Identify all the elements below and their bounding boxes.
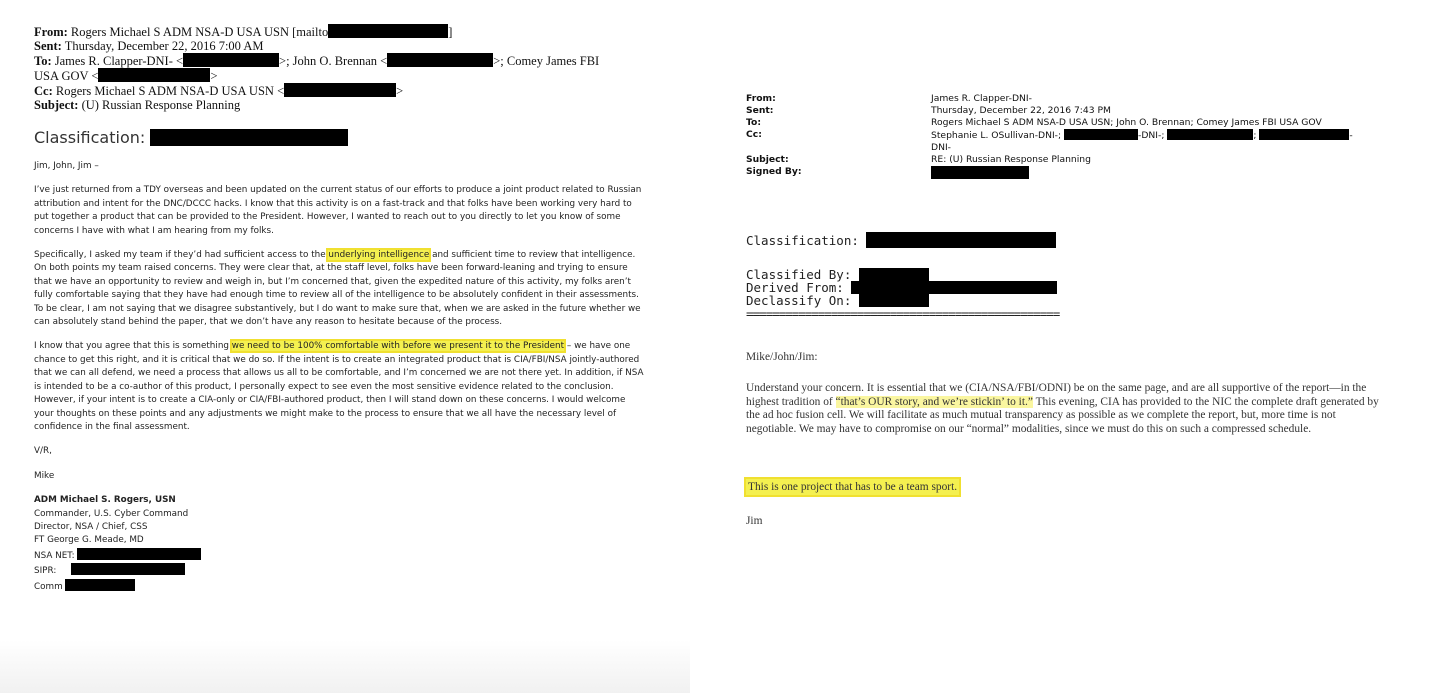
derived-from-line: Derived From: [746,281,1059,294]
left-email-header [34,24,674,112]
page-fade [0,640,690,693]
redaction-block [284,83,396,97]
redaction-block [150,129,348,146]
redaction-block [387,53,493,67]
left-email [0,0,690,693]
declassify-on-line: Declassify On: [746,294,1059,307]
greeting: Jim, John, Jim – [34,161,99,171]
closing: V/R, [34,446,52,457]
redaction-block [77,548,201,560]
redaction-block [183,53,279,67]
from-line: From: Rogers Michael S ADM NSA-D USA USN [mailto ] [34,25,453,39]
signature-sipr: SIPR: [34,563,644,578]
highlight: “that’s OUR story, and we’re stickin’ to it.” [835,395,1033,408]
redaction-block [1259,129,1349,140]
classification-block [746,268,1059,320]
cc-value: Stephanie L. OSullivan-DNI-; -DNI-; ; - DNI- [931,130,1353,153]
signature-name: ADM Michael S. Rogers, USN [34,495,176,506]
cc-line: Cc: Rogers Michael S ADM NSA-D USA USN < > [34,84,404,98]
highlight: underlying intelligence [328,250,430,261]
classification-line: Classification: [746,232,1056,248]
redaction-block [65,579,135,591]
signature-title: Commander, U.S. Cyber Command [34,508,189,519]
signature-comm: Comm [34,579,644,594]
right-email-header: From: James R. Clapper-DNI- Sent: Thursday, December 22, 2016 7:43 PM To: Rogers Michael S ADM NSA-D USA USN; John O. Brennan; Comey James FBI USA GOV Cc: Stephanie L. OSullivan-DNI-; -DNI-; ; - DNI- Subject: RE: (U) Russian Response Planning Signed By: [746,93,1391,181]
redaction-block [328,24,448,38]
signoff: Jim [746,515,763,527]
signature-title: Director, NSA / Chief, CSS [34,521,148,532]
signature-location: FT George G. Meade, MD [34,535,144,546]
classification-line: Classification: [34,128,348,147]
highlight: This is one project that has to be a team sport. [748,481,958,493]
subject-line: Subject: (U) Russian Response Planning [34,98,241,112]
redaction-block [1167,129,1253,140]
signature-block [34,494,644,594]
signoff-name: Mike [34,470,55,481]
right-email [720,0,1456,693]
redaction-block [98,68,210,82]
paragraph-3: I know that you agree that this is something we need to be 100% comfortable with before we present it to the President – we have one chance to get this right, and it is critical that we do so. If the intent is to create an integrated product that is CIA/FBI/NSA jointly-authored that we can all defend, we need a process that allows us all to be comfortable, and I’m concerned we are not there yet. In addition, if NSA is intended to be a co-author of this product, I personally expect to see even the most sensitive evidence related to the conclusion. However, if your intent is to create a CIA-only or CIA/FBI-authored product, then I will stand down on these concerns. I would welcome your thoughts on these points and any adjustments we might make to the process to ensure that we all have the necessary level of confidence in the final assessment. [34,341,644,432]
redaction-block [931,166,1029,179]
signature-nsanet: NSA NET: [34,548,644,563]
paragraph-1: I’ve just returned from a TDY overseas and been updated on the current status of our efforts to produce a joint product related to Russian attribution and intent for the DNC/DCCC hacks. I know that this activity is on a fast-track and that folks have been working very hard to put together a product that can be provided to the President. However, I wanted to reach out to you directly to let you know of some concerns I have with what I am hearing from my folks. [34,185,642,236]
redaction-block [866,232,1056,248]
redaction-block [71,563,185,575]
left-email-body [34,160,644,594]
classified-by-line: Classified By: [746,268,1059,281]
team-sport-line [746,481,1386,495]
reply-body: Understand your concern. It is essential that we (CIA/NSA/FBI/ODNI) be on the same page, and are all supportive of the report—in the highest tradition of “that’s OUR story, and we’re stickin’ to it.” This evening, CIA has provided to the NIC the complete draft generated by the ad hoc fusion cell. We will facilitate as much mutual transparency as possible as we complete the report, but, more time is not negotiable. We may have to compromise on our “normal” modalities, since we must do this on such a compressed schedule. [746,382,1379,435]
redaction-block [859,268,929,281]
paragraph-2: Specifically, I asked my team if they’d had sufficient access to the underlying intelligence and sufficient time to review that intelligence. On both points my team raised concerns. They were clear that, at the staff level, folks have been forward-leaning and trying to ensure that we have an opportunity to review and weigh in, but I’m concerned that, given the expedited nature of this activity, my folks aren’t fully comfortable saying that they have had enough time to review all of the intelligence to be absolutely confident in their assessments. To be clear, I am not saying that we disagree substantively, but I do want to make sure that, when we are asked in the future whether we can absolutely stand behind the paper, that we don’t have any reason to hesitate because of the process. [34,250,641,328]
highlight: we need to be 100% comfortable with before we present it to the President [231,341,565,352]
sent-line: Sent: Thursday, December 22, 2016 7:00 AM [34,39,264,53]
to-line-cont: USA GOV < > [34,69,218,83]
greeting: Mike/John/Jim: [746,351,818,363]
to-line: To: James R. Clapper-DNI- < >; John O. Brennan < >; Comey James FBI [34,54,600,68]
redaction-block [851,281,1057,294]
redaction-block [1064,129,1138,140]
separator: ================================================ [746,306,1060,321]
